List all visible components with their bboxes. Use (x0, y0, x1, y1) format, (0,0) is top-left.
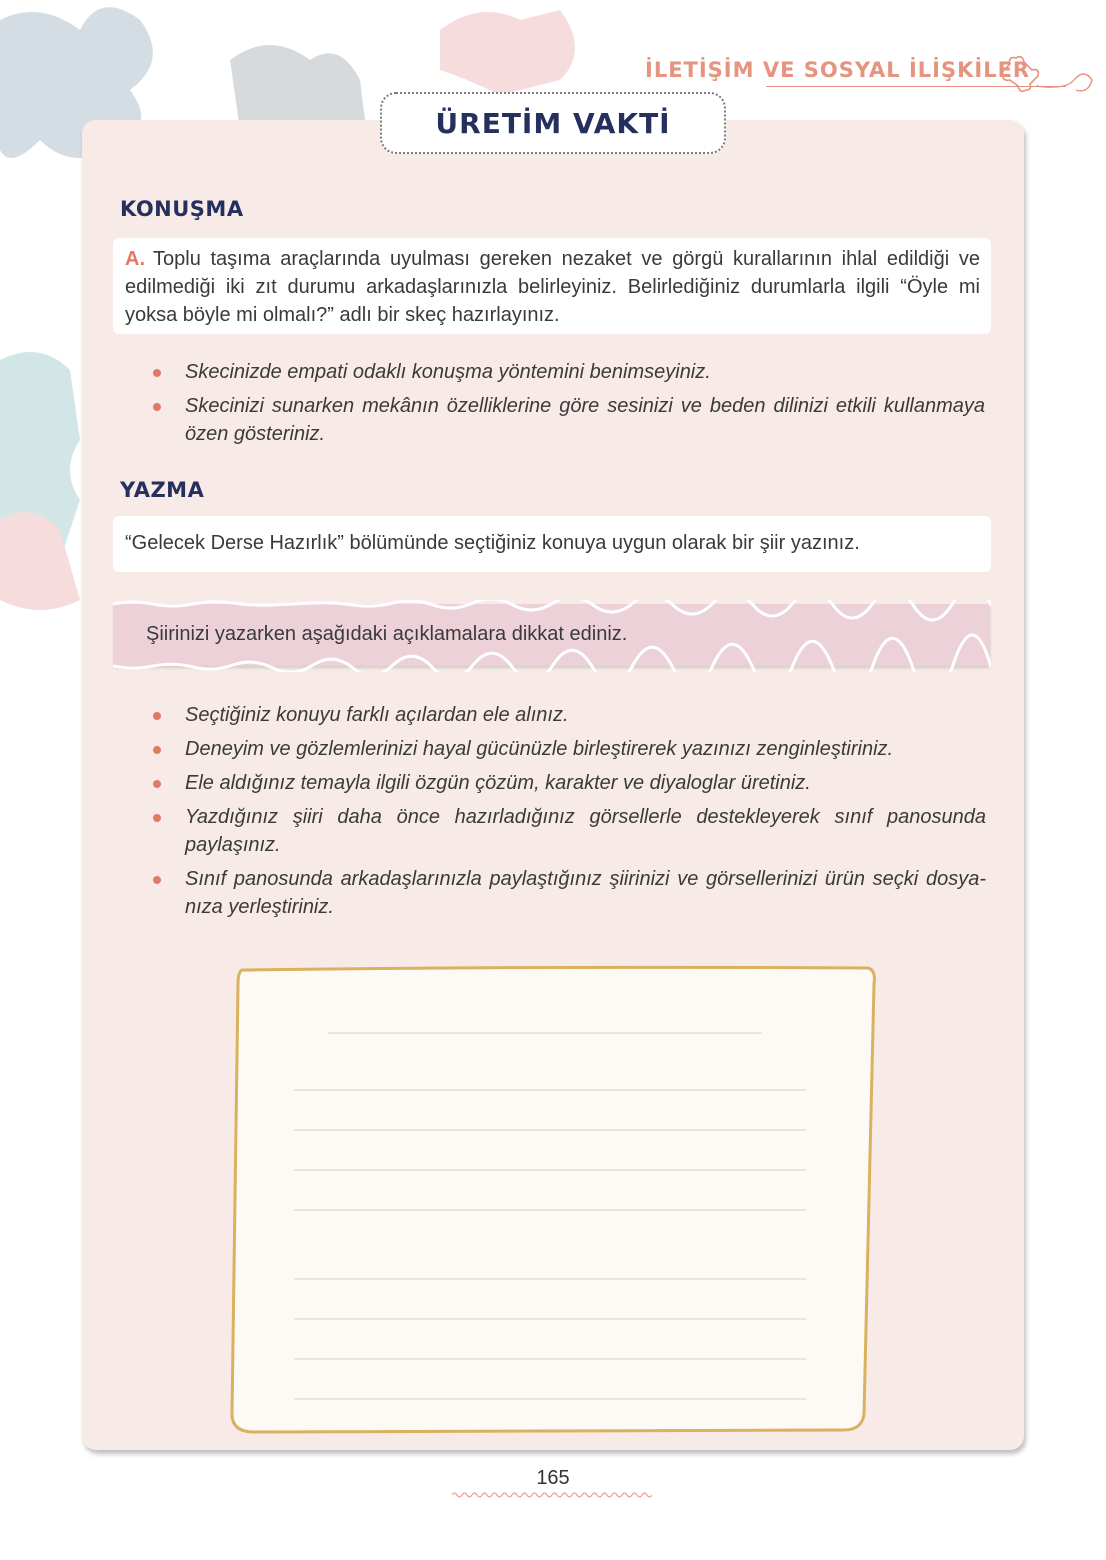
list-item: Seçtiğiniz konuyu farklı açılardan ele alınız. (150, 701, 986, 729)
list-item: Ele aldığınız temayla ilgili özgün çözüm, karakter ve diyaloglar üretiniz. (150, 769, 986, 797)
list-item: Skecinizi sunarken mekânın özelliklerine göre sesinizi ve beden dilinizi etkili kullanmaya özen gösteriniz. (150, 392, 985, 448)
chapter-title: İLETİŞİM VE SOSYAL İLİŞKİLER (645, 58, 1031, 82)
note-text: Şiirinizi yazarken aşağıdaki açıklamalara dikkat ediniz. (146, 623, 628, 645)
page-number: 165 (536, 1467, 570, 1489)
yazma-task: “Gelecek Derse Hazırlık” bölümünde seçtiğiniz konuya uygun olarak bir şiir yazınız. (125, 532, 860, 554)
page-number-decoration (452, 1491, 652, 1499)
bullet-dot-icon (153, 369, 161, 377)
yazma-bullet-list (150, 701, 986, 927)
task-letter: A. (125, 248, 145, 270)
konusma-heading: KONUŞMA (120, 197, 244, 221)
bullet-dot-icon (153, 746, 161, 754)
bullet-dot-icon (153, 712, 161, 720)
konusma-bullet-list (150, 358, 985, 454)
konusma-task (125, 245, 980, 329)
bullet-dot-icon (153, 403, 161, 411)
bullet-dot-icon (153, 876, 161, 884)
list-item: Sınıf panosunda arkadaşlarınızla paylaştığınız şiirinizi ve görsellerinizi ürün seçki dosya-nıza yerleştiriniz. (150, 865, 986, 921)
bullet-dot-icon (153, 780, 161, 788)
bullet-dot-icon (153, 814, 161, 822)
section-title: ÜRETİM VAKTİ (435, 106, 671, 140)
yazma-heading: YAZMA (120, 478, 205, 502)
list-item: Skecinizde empati odaklı konuşma yöntemini benimseyiniz. (150, 358, 985, 386)
section-title-badge (380, 92, 726, 154)
writing-paper (224, 964, 884, 1444)
list-item: Yazdığınız şiiri daha önce hazırladığınız görsellerle destekleyerek sınıf panosunda paylaşınız. (150, 803, 986, 859)
list-item: Deneyim ve gözlemlerinizi hayal gücünüzle birleştirerek yazınızı zenginleştiriniz. (150, 735, 986, 763)
puzzle-icon (996, 50, 1096, 100)
task-text: Toplu taşıma araçlarında uyulması gereken nezaket ve görgü kurallarının ihlal edildiği ve edilmediği iki zıt durumu arkadaşlarınızla belirleyiniz. Belirlediğiniz durumlarla ilgili “Öyle mi yoksa böyle mi olmalı?” adlı bir skeç hazırlayınız. (125, 248, 980, 326)
